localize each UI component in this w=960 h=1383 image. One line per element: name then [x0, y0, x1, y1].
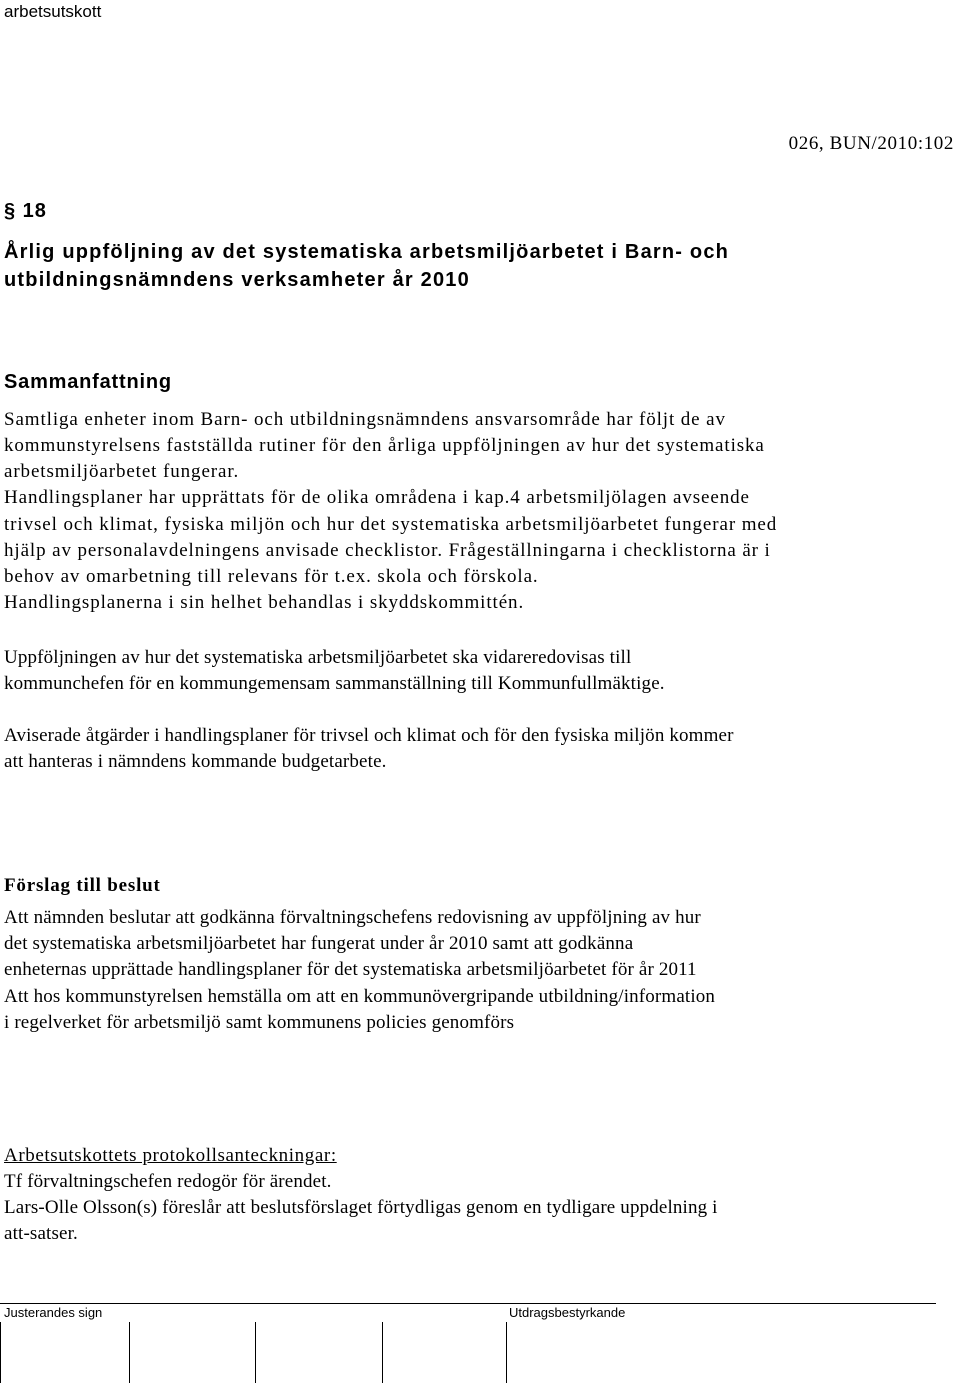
utdragsbestyrkande-label: Utdragsbestyrkande [509, 1305, 626, 1320]
signature-box-divider [129, 1322, 130, 1383]
summary-line: kommunstyrelsens fastställda rutiner för den årliga uppföljningen av hur det systematiska [4, 435, 765, 456]
footer-rule [0, 1303, 936, 1304]
document-reference: 026, BUN/2010:102 [788, 133, 954, 154]
committee-label: arbetsutskott [4, 2, 102, 21]
section-number: § 18 [4, 200, 47, 222]
signature-box-divider [255, 1322, 256, 1383]
summary-paragraph-2-line: Uppföljningen av hur det systematiska arbetsmiljöarbetet ska vidareredovisas till [4, 647, 632, 668]
summary-line: arbetsmiljöarbetet fungerar. [4, 461, 240, 482]
justerandes-sign-label: Justerandes sign [4, 1305, 103, 1320]
notes-line: Lars-Olle Olsson(s) föreslår att beslutsförslaget förtydligas genom en tydligare uppdelning i [4, 1197, 718, 1218]
proposal-line: Att hos kommunstyrelsen hemställa om att en kommunövergripande utbildning/information [4, 986, 716, 1007]
summary-paragraph-3-line: Aviserade åtgärder i handlingsplaner för trivsel och klimat och för den fysiska miljön kommer [4, 725, 734, 746]
summary-paragraph-3-line: att hanteras i nämndens kommande budgetarbete. [4, 751, 387, 772]
notes-line: att-satser. [4, 1223, 78, 1244]
summary-line: Handlingsplaner har upprättats för de olika områdena i kap.4 arbetsmiljölagen avseende [4, 487, 750, 508]
signature-box-divider [382, 1322, 383, 1383]
summary-line: trivsel och klimat, fysiska miljön och hur det systematiska arbetsmiljöarbetet fungerar med [4, 514, 778, 535]
summary-line: behov av omarbetning till relevans för t.ex. skola och förskola. [4, 566, 539, 587]
section-title: Årlig uppföljning av det systematiska arbetsmiljöarbetet i Barn- och utbildningsnämndens verksamheter år 2010 [4, 241, 730, 291]
proposal-line: det systematiska arbetsmiljöarbetet har fungerat under år 2010 samt att godkänna [4, 933, 634, 954]
proposal-line: enheternas upprättade handlingsplaner för det systematiska arbetsmiljöarbetet för år 2011 [4, 959, 697, 980]
signature-box-divider [506, 1322, 507, 1383]
notes-line: Tf förvaltningschefen redogör för ärendet. [4, 1171, 332, 1192]
signature-box-divider [0, 1322, 1, 1383]
summary-line: Handlingsplanerna i sin helhet behandlas i skyddskommittén. [4, 592, 525, 613]
proposal-heading: Förslag till beslut [4, 875, 161, 896]
proposal-line: Att nämnden beslutar att godkänna förvaltningschefens redovisning av uppföljning av hur [4, 907, 701, 928]
summary-heading: Sammanfattning [4, 371, 172, 393]
notes-heading: Arbetsutskottets protokollsanteckningar: [4, 1145, 337, 1166]
summary-line: hjälp av personalavdelningens anvisade checklistor. Frågeställningarna i checklistorna är i [4, 540, 771, 561]
proposal-line: i regelverket för arbetsmiljö samt kommunens policies genomförs [4, 1012, 515, 1033]
summary-paragraph-2-line: kommunchefen för en kommungemensam sammanställning till Kommunfullmäktige. [4, 673, 665, 694]
summary-line: Samtliga enheter inom Barn- och utbildningsnämndens ansvarsområde har följt de av [4, 409, 726, 430]
